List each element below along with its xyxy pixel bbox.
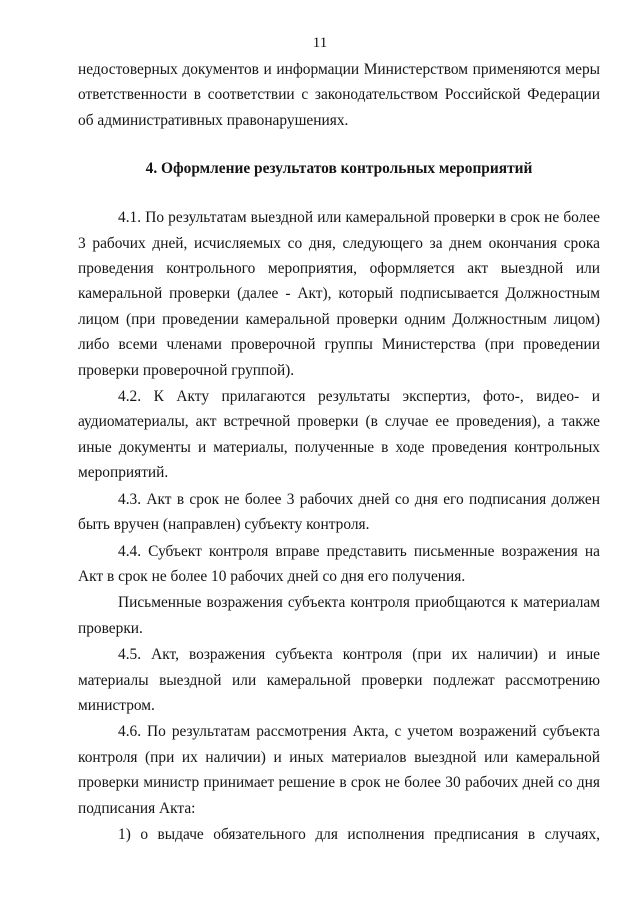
paragraph-4-1: 4.1. По результатам выездной или камеральной проверки в срок не более 3 рабочих дней, исчисляемых со дня, следующего за днем окончания срока проведения контрольного мероприятия, оформляется акт выездной или камеральной проверки (далее - Акт), который подписывается Должностным лицом (при проведении камеральной проверки одним Должностным лицом) либо всеми членами проверочной группы Министерства (при проведении проверки проверочной группой). (78, 209, 600, 379)
page-number: 11 (312, 35, 328, 51)
intro-paragraph: недостоверных документов и информации Министерством применяются меры ответственности в соответствии с законодательством Российской Федерации об административных правонарушениях. (78, 61, 600, 129)
section-title: 4. Оформление результатов контрольных мероприятий (145, 160, 533, 178)
paragraph-4-5: 4.5. Акт, возражения субъекта контроля (при их наличии) и иные материалы выездной или камеральной проверки подлежат рассмотрению министром. (78, 646, 600, 714)
paragraph-objections: Письменные возражения субъекта контроля приобщаются к материалам проверки. (78, 594, 600, 637)
paragraph-4-6: 4.6. По результатам рассмотрения Акта, с учетом возражений субъекта контроля (при их наличии) и иных материалов выездной или камеральной проверки министр принимает решение в срок не более 30 рабочих дней со дня подписания Акта: (78, 723, 600, 817)
paragraph-4-2: 4.2. К Акту прилагаются результаты экспертиз, фото-, видео- и аудиоматериалы, акт встречной проверки (в случае ее проведения), а также иные документы и материалы, полученные в ходе проведения контрольных мероприятий. (78, 388, 600, 482)
paragraph-4-4: 4.4. Субъект контроля вправе представить письменные возражения на Акт в срок не более 10 рабочих дней со дня его получения. (78, 542, 600, 585)
paragraph-4-3: 4.3. Акт в срок не более 3 рабочих дней со дня его подписания должен быть вручен (направлен) субъекту контроля. (78, 490, 600, 534)
document-body (78, 57, 600, 847)
list-item-1: 1) о выдаче обязательного для исполнения предписания в случаях, (118, 825, 600, 843)
